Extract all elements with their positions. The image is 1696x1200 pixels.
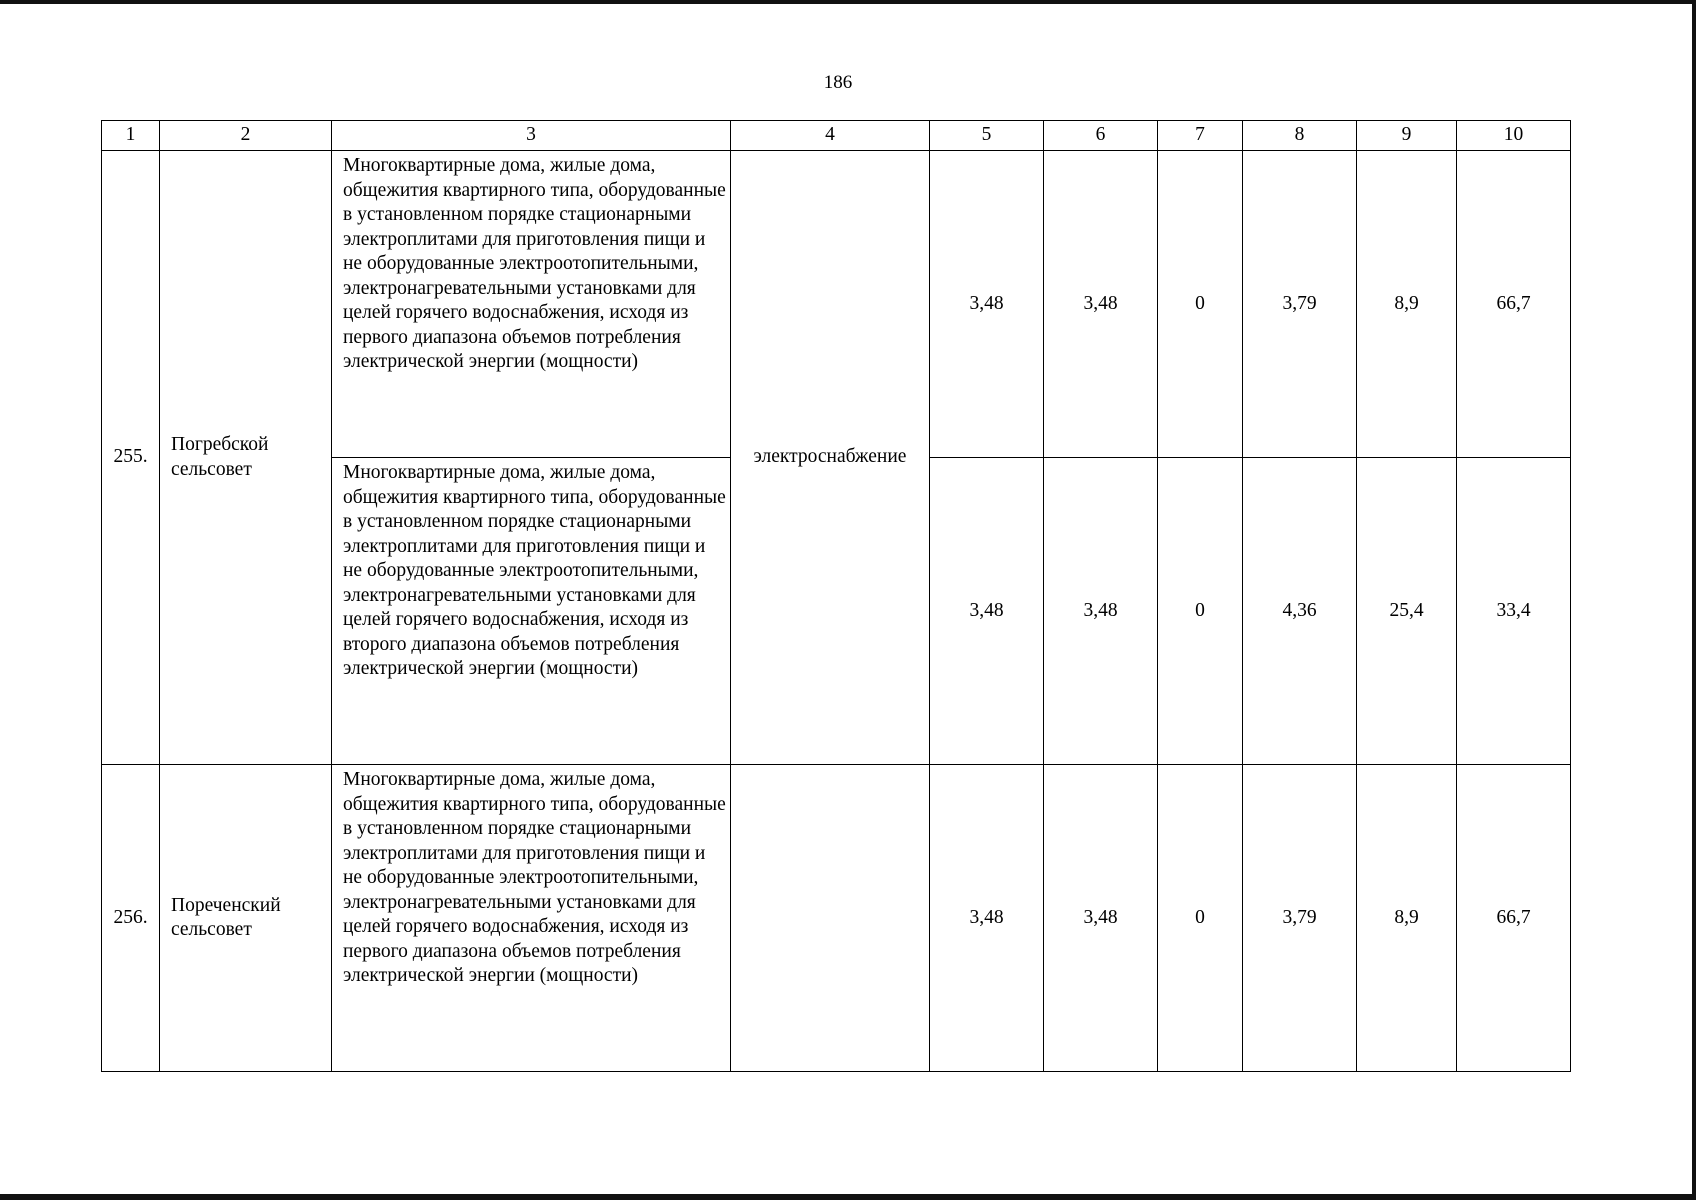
value-cell: 25,4	[1357, 458, 1457, 765]
category-description: Многоквартирные дома, жилые дома, общежития квартирного типа, оборудованные в установленном порядке стационарными электроплитами для приготовления пищи и не оборудованные электроотопительными, электронагревательными установками для целей горячего водоснабжения, исходя из второго диапазона объемов потребления электрической энергии (мощности)	[332, 458, 731, 765]
value-cell: 3,79	[1243, 765, 1357, 1072]
header-cell: 3	[332, 121, 731, 151]
value-cell: 3,48	[1044, 458, 1158, 765]
scan-border-right	[1692, 0, 1696, 1200]
table-row	[102, 151, 1571, 458]
municipality-name: Пореченский сельсовет	[160, 765, 332, 1072]
header-cell: 7	[1158, 121, 1243, 151]
header-cell: 2	[160, 121, 332, 151]
value-cell: 3,48	[930, 458, 1044, 765]
header-cell: 5	[930, 121, 1044, 151]
header-cell: 6	[1044, 121, 1158, 151]
service-type	[731, 765, 930, 1072]
value-cell: 3,48	[930, 765, 1044, 1072]
value-cell: 8,9	[1357, 151, 1457, 458]
value-cell: 3,48	[1044, 765, 1158, 1072]
value-cell: 3,79	[1243, 151, 1357, 458]
service-type: электроснабжение	[731, 151, 930, 765]
row-number: 256.	[102, 765, 160, 1072]
header-cell: 9	[1357, 121, 1457, 151]
municipality-name: Погребской сельсовет	[160, 151, 332, 765]
row-number: 255.	[102, 151, 160, 765]
header-cell: 4	[731, 121, 930, 151]
header-cell: 8	[1243, 121, 1357, 151]
value-cell: 0	[1158, 458, 1243, 765]
value-cell: 3,48	[1044, 151, 1158, 458]
value-cell: 33,4	[1457, 458, 1571, 765]
header-cell: 10	[1457, 121, 1571, 151]
header-cell: 1	[102, 121, 160, 151]
scan-border-top	[0, 0, 1696, 4]
value-cell: 3,48	[930, 151, 1044, 458]
value-cell: 0	[1158, 765, 1243, 1072]
value-cell: 8,9	[1357, 765, 1457, 1072]
category-description: Многоквартирные дома, жилые дома, общежития квартирного типа, оборудованные в установленном порядке стационарными электроплитами для приготовления пищи и не оборудованные электроотопительными, электронагревательными установками для целей горячего водоснабжения, исходя из первого диапазона объемов потребления электрической энергии (мощности)	[332, 151, 731, 458]
value-cell: 66,7	[1457, 765, 1571, 1072]
scan-border-bottom	[0, 1194, 1696, 1200]
header-row	[102, 121, 1571, 151]
page-number: 186	[823, 72, 853, 93]
value-cell: 66,7	[1457, 151, 1571, 458]
value-cell: 4,36	[1243, 458, 1357, 765]
table-row	[102, 765, 1571, 1072]
value-cell: 0	[1158, 151, 1243, 458]
category-description: Многоквартирные дома, жилые дома, общежития квартирного типа, оборудованные в установленном порядке стационарными электроплитами для приготовления пищи и не оборудованные электроотопительными, электронагревательными установками для целей горячего водоснабжения, исходя из первого диапазона объемов потребления электрической энергии (мощности)	[332, 765, 731, 1072]
tariff-table	[101, 120, 1571, 1072]
